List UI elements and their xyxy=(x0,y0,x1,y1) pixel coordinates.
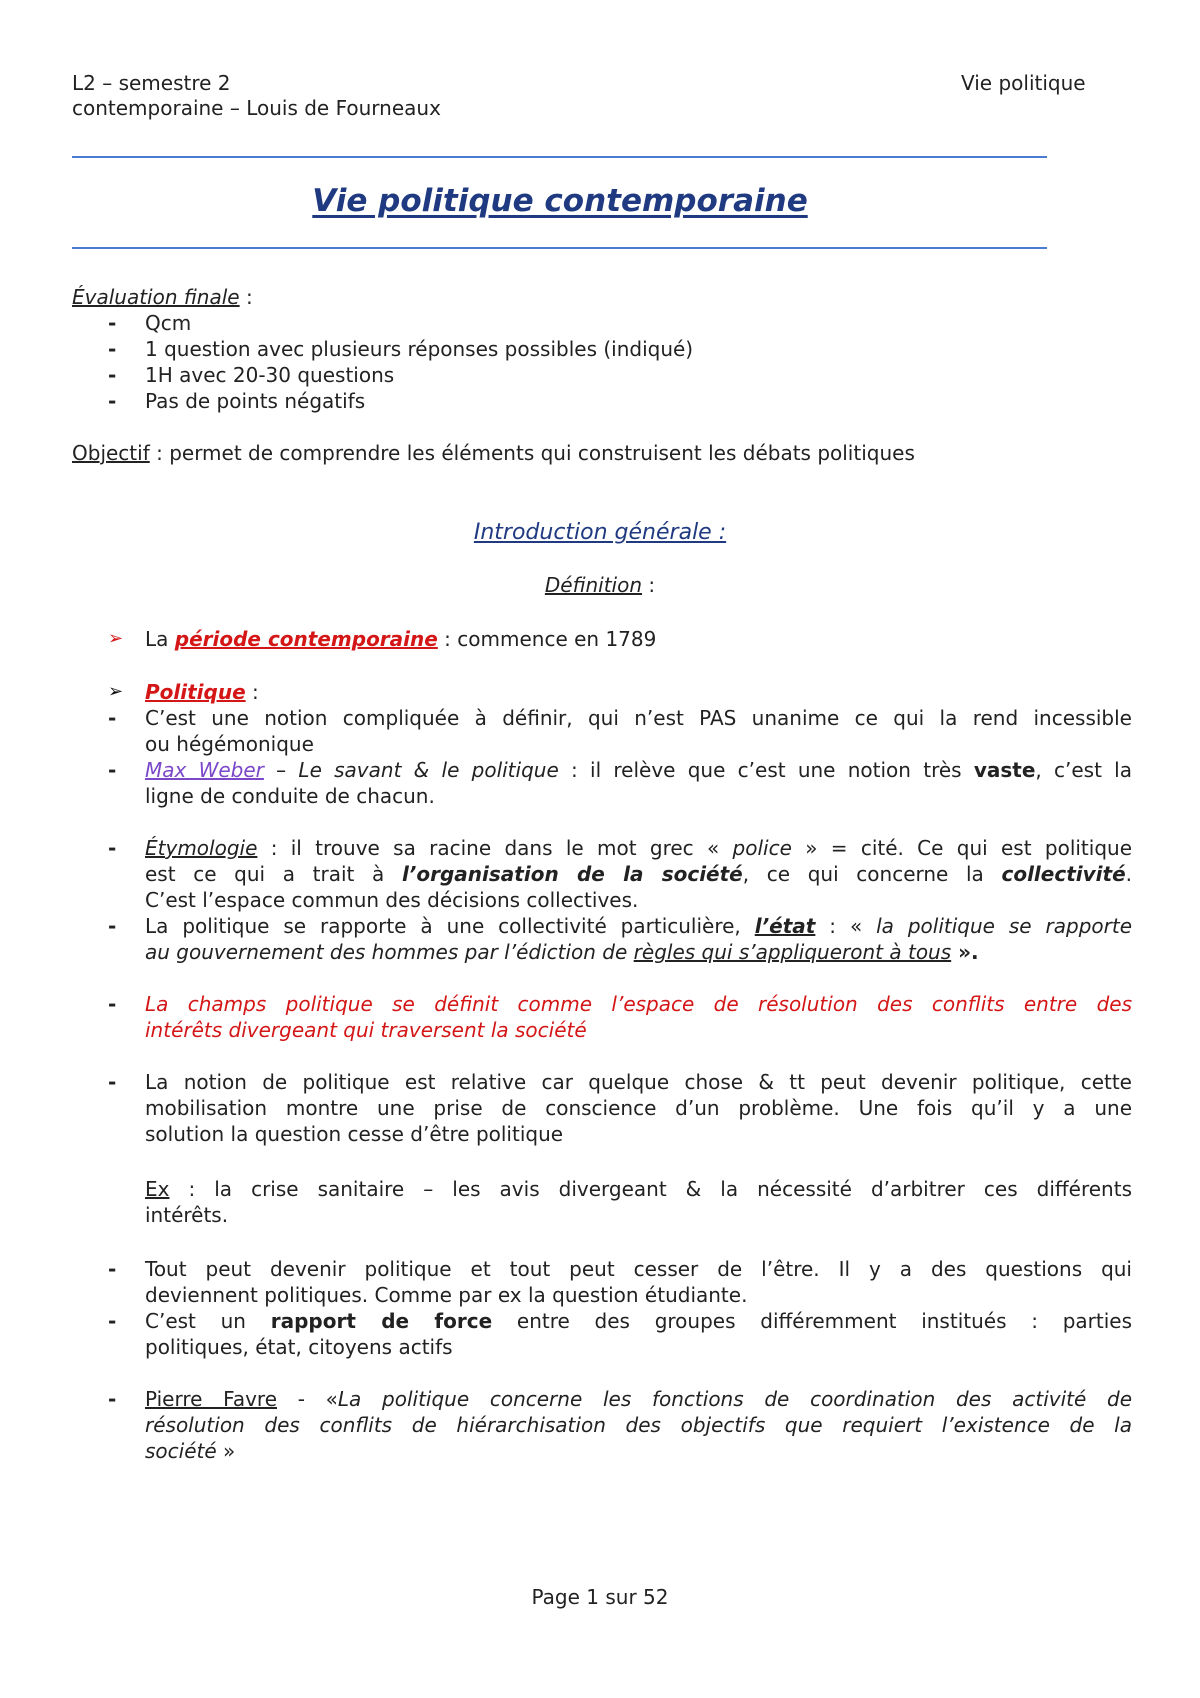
page-number: Page 1 sur 52 xyxy=(531,1585,669,1609)
bullet-text: au gouvernement des hommes par l’édiction de règles qui s’appliqueront à tous ». xyxy=(145,940,979,964)
bullet-text: ou hégémonique xyxy=(145,732,314,756)
dash-icon: - xyxy=(108,706,117,730)
list-item: 1H avec 20-30 questions xyxy=(145,363,395,387)
bullet-text: Pierre Favre - «La politique concerne les fonctions de coordination des activité de xyxy=(145,1387,1133,1411)
bullet-text: C’est l’espace commun des décisions collectives. xyxy=(145,888,639,912)
bullet-text: La notion de politique est relative car quelque chose & tt peut devenir politique, cette xyxy=(145,1070,1132,1094)
section-title: Introduction générale : xyxy=(473,520,727,545)
bullet-text: Tout peut devenir politique et tout peut cesser de l’être. Il y a des questions qui xyxy=(145,1257,1132,1281)
arrow-bullet-icon: ➢ xyxy=(108,628,124,649)
arrow-bullet-icon: ➢ xyxy=(108,681,124,702)
bullet-text: Max Weber – Le savant & le politique : il relève que c’est une notion très vaste, c’est la xyxy=(145,758,1132,782)
bullet-text: ligne de conduite de chacun. xyxy=(145,784,435,808)
periode-line: La période contemporaine : commence en 1789 xyxy=(145,627,657,651)
objective: Objectif : permet de comprendre les éléments qui construisent les débats politiques xyxy=(72,441,915,465)
bullet-text: C’est un rapport de force entre des groupes différemment institués : parties xyxy=(145,1309,1132,1333)
periode-term: période contemporaine xyxy=(174,627,438,651)
bullet-text: Étymologie : il trouve sa racine dans le mot grec « police » = cité. Ce qui est politique xyxy=(145,836,1133,860)
objective-label: Objectif xyxy=(72,441,150,465)
evaluation-label: Évaluation finale xyxy=(72,285,240,309)
bullet-text: résolution des conflits de hiérarchisation des objectifs que requiert l’existence de la xyxy=(145,1413,1132,1437)
dash-icon: - xyxy=(108,311,117,335)
header-left: L2 – semestre 2 xyxy=(72,71,231,95)
bullet-text: politiques, état, citoyens actifs xyxy=(145,1335,453,1359)
definition-heading: Définition : xyxy=(544,573,656,597)
bullet-text: mobilisation montre une prise de conscience d’un problème. Une fois qu’il y a une xyxy=(145,1096,1132,1120)
example-line: Ex : la crise sanitaire – les avis divergeant & la nécessité d’arbitrer ces différents xyxy=(145,1177,1132,1201)
dash-icon: - xyxy=(108,1387,117,1411)
politique-term: Politique xyxy=(145,680,246,704)
document-title: Vie politique contemporaine xyxy=(312,183,808,219)
dash-icon: - xyxy=(108,1309,117,1333)
bullet-text: est ce qui a trait à l’organisation de la société, ce qui concerne la collectivité. xyxy=(145,862,1132,886)
dash-icon: - xyxy=(108,836,117,860)
dash-icon: - xyxy=(108,1257,117,1281)
dash-icon: - xyxy=(108,337,117,361)
dash-icon: - xyxy=(108,758,117,782)
list-item: 1 question avec plusieurs réponses possibles (indiqué) xyxy=(145,337,694,361)
list-item: Qcm xyxy=(145,311,192,335)
bullet-text: deviennent politiques. Comme par ex la question étudiante. xyxy=(145,1283,748,1307)
dash-icon: - xyxy=(108,1070,117,1094)
dash-icon: - xyxy=(108,914,117,938)
dash-icon: - xyxy=(108,363,117,387)
politique-heading: Politique : xyxy=(145,680,259,704)
dash-icon: - xyxy=(108,992,117,1016)
bullet-text: La politique se rapporte à une collectivité particulière, l’état : « la politique se rapporte xyxy=(145,914,1133,938)
bullet-text: La champs politique se définit comme l’espace de résolution des conflits entre des xyxy=(145,992,1132,1016)
header-right: Vie politique xyxy=(961,71,1086,95)
author-link: Max Weber xyxy=(145,758,264,782)
dash-icon: - xyxy=(108,389,117,413)
title-rule xyxy=(72,247,1047,249)
bullet-text: intérêts divergeant qui traversent la société xyxy=(145,1018,587,1042)
list-item: Pas de points négatifs xyxy=(145,389,366,413)
example-line: intérêts. xyxy=(145,1203,229,1227)
bullet-text: C’est une notion compliquée à définir, qui n’est PAS unanime ce qui la rend incessible xyxy=(145,706,1132,730)
evaluation-heading: Évaluation finale : xyxy=(72,285,253,309)
bullet-text: solution la question cesse d’être politique xyxy=(145,1122,564,1146)
bullet-text: société » xyxy=(145,1439,236,1463)
top-rule xyxy=(72,156,1047,158)
header-line2: contemporaine – Louis de Fourneaux xyxy=(72,96,441,120)
